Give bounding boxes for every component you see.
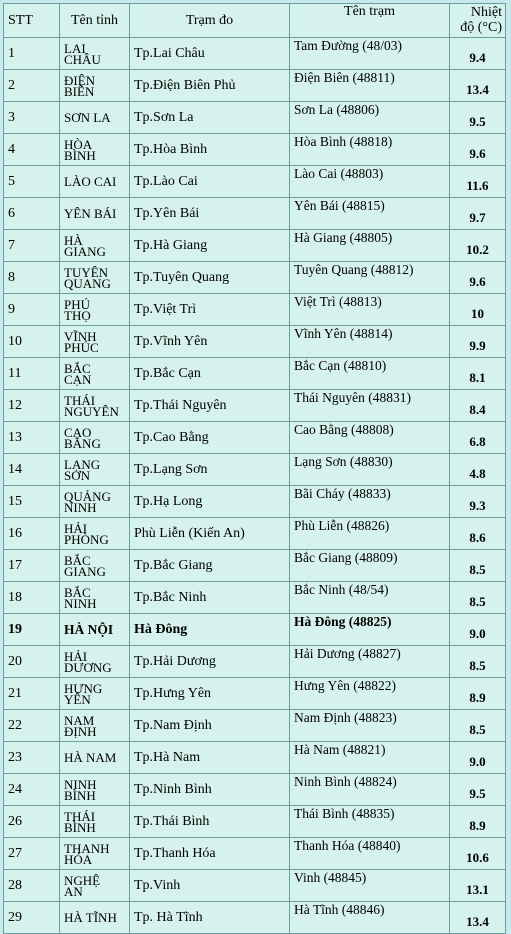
cell-station: Tp.Yên Bái xyxy=(130,198,290,230)
cell-temperature: 9.3 xyxy=(450,486,506,518)
cell-temperature: 6.8 xyxy=(450,422,506,454)
province-line: CẠN xyxy=(64,371,92,387)
temperature-table-frame xyxy=(3,3,505,929)
cell-stt: 13 xyxy=(4,422,60,454)
cell-stt: 5 xyxy=(4,166,60,198)
cell-temperature: 8.6 xyxy=(450,518,506,550)
cell-station-name: Cao Bằng (48808) xyxy=(290,422,450,454)
cell-temperature: 10.6 xyxy=(450,838,506,870)
cell-station-name: Sơn La (48806) xyxy=(290,102,450,134)
cell-temperature: 8.1 xyxy=(450,358,506,390)
cell-province xyxy=(60,518,130,550)
cell-temperature: 9.5 xyxy=(450,102,506,134)
cell-stt: 21 xyxy=(4,678,60,710)
header-temperature xyxy=(450,4,506,38)
table-row xyxy=(4,422,506,454)
province-line: PHÚ xyxy=(64,296,91,312)
province-line: HƯNG xyxy=(64,680,103,696)
cell-station: Phù Liễn (Kiến An) xyxy=(130,518,290,550)
cell-temperature: 9.0 xyxy=(450,614,506,646)
cell-temperature: 13.4 xyxy=(450,70,506,102)
province-line: QUANG xyxy=(64,275,111,291)
province-line: GIANG xyxy=(64,563,106,579)
cell-province xyxy=(60,582,130,614)
cell-station: Tp.Vĩnh Yên xyxy=(130,326,290,358)
province-line: BẰNG xyxy=(64,435,101,451)
cell-temperature: 9.6 xyxy=(450,262,506,294)
province-line: LAI xyxy=(64,40,86,56)
cell-station: Hà Đông xyxy=(130,614,290,646)
cell-station-name: Bắc Ninh (48/54) xyxy=(290,582,450,614)
province-line: NAM xyxy=(64,712,95,728)
table-row xyxy=(4,102,506,134)
table-row xyxy=(4,390,506,422)
province-line: HÓA xyxy=(64,851,93,867)
cell-stt: 8 xyxy=(4,262,60,294)
header-temperature-line2: độ (°C) xyxy=(460,20,502,35)
cell-province xyxy=(60,550,130,582)
cell-stt: 17 xyxy=(4,550,60,582)
table-row xyxy=(4,710,506,742)
cell-station: Tp.Thái Nguyên xyxy=(130,390,290,422)
cell-province xyxy=(60,230,130,262)
cell-station: Tp.Hà Nam xyxy=(130,742,290,774)
header-province: Tên tỉnh xyxy=(60,4,130,38)
cell-station-name: Bắc Cạn (48810) xyxy=(290,358,450,390)
cell-temperature: 8.5 xyxy=(450,646,506,678)
province-line: LẠNG xyxy=(64,456,101,472)
cell-station: Tp.Hưng Yên xyxy=(130,678,290,710)
cell-temperature: 8.5 xyxy=(450,582,506,614)
cell-stt: 20 xyxy=(4,646,60,678)
cell-temperature: 9.5 xyxy=(450,774,506,806)
cell-province xyxy=(60,102,130,134)
cell-temperature: 10.2 xyxy=(450,230,506,262)
temperature-table xyxy=(3,3,506,934)
province-line: PHÚC xyxy=(64,339,99,355)
cell-station-name: Yên Bái (48815) xyxy=(290,198,450,230)
cell-temperature: 13.1 xyxy=(450,870,506,902)
table-row xyxy=(4,774,506,806)
province-line: ĐỊNH xyxy=(64,723,97,739)
table-row xyxy=(4,454,506,486)
cell-temperature: 8.9 xyxy=(450,678,506,710)
table-row xyxy=(4,70,506,102)
cell-stt: 10 xyxy=(4,326,60,358)
province-line: NINH xyxy=(64,776,97,792)
cell-station: Tp.Hải Dương xyxy=(130,646,290,678)
cell-stt: 1 xyxy=(4,38,60,70)
cell-station: Tp.Lai Châu xyxy=(130,38,290,70)
cell-province xyxy=(60,806,130,838)
cell-temperature: 8.4 xyxy=(450,390,506,422)
cell-station-name: Việt Trì (48813) xyxy=(290,294,450,326)
cell-stt: 2 xyxy=(4,70,60,102)
table-row xyxy=(4,678,506,710)
province-line: VĨNH xyxy=(64,328,97,344)
cell-province xyxy=(60,646,130,678)
cell-temperature: 9.7 xyxy=(450,198,506,230)
cell-province xyxy=(60,294,130,326)
province-line: THÁI xyxy=(64,392,96,408)
province-line: CAO xyxy=(64,424,92,440)
province-line: BẮC xyxy=(64,360,91,376)
cell-stt: 16 xyxy=(4,518,60,550)
province-line: HÀ NỘI xyxy=(64,621,114,637)
cell-station: Tp.Sơn La xyxy=(130,102,290,134)
province-line: HÒA xyxy=(64,136,93,152)
cell-province xyxy=(60,678,130,710)
cell-stt: 19 xyxy=(4,614,60,646)
cell-province xyxy=(60,358,130,390)
cell-station: Tp.Thái Bình xyxy=(130,806,290,838)
cell-stt: 18 xyxy=(4,582,60,614)
cell-stt: 11 xyxy=(4,358,60,390)
province-line: CHÂU xyxy=(64,51,101,67)
cell-province xyxy=(60,486,130,518)
cell-stt: 14 xyxy=(4,454,60,486)
cell-province xyxy=(60,422,130,454)
cell-province xyxy=(60,838,130,870)
table-row xyxy=(4,838,506,870)
cell-stt: 15 xyxy=(4,486,60,518)
table-row xyxy=(4,358,506,390)
table-row xyxy=(4,134,506,166)
table-row xyxy=(4,550,506,582)
cell-province xyxy=(60,870,130,902)
table-row xyxy=(4,902,506,934)
province-line: HÀ NAM xyxy=(64,750,117,765)
cell-stt: 9 xyxy=(4,294,60,326)
province-line: SƠN LA xyxy=(64,110,111,125)
cell-province xyxy=(60,454,130,486)
province-line: LÀO CAI xyxy=(64,174,117,189)
cell-station-name: Hà Tĩnh (48846) xyxy=(290,902,450,934)
province-line: HÀ xyxy=(64,232,83,248)
cell-station: Tp.Hà Giang xyxy=(130,230,290,262)
table-row xyxy=(4,38,506,70)
cell-province xyxy=(60,198,130,230)
cell-station: Tp.Bắc Giang xyxy=(130,550,290,582)
cell-stt: 28 xyxy=(4,870,60,902)
cell-stt: 12 xyxy=(4,390,60,422)
province-line: THÁI xyxy=(64,808,96,824)
province-line: BÌNH xyxy=(64,787,96,803)
cell-station: Tp.Cao Bằng xyxy=(130,422,290,454)
cell-temperature: 9.4 xyxy=(450,38,506,70)
province-line: QUẢNG xyxy=(64,488,111,504)
table-row xyxy=(4,806,506,838)
cell-station: Tp.Vinh xyxy=(130,870,290,902)
cell-province xyxy=(60,614,130,646)
cell-station-name: Thái Bình (48835) xyxy=(290,806,450,838)
province-line: NGHỆ xyxy=(64,872,101,888)
province-line: BẮC xyxy=(64,584,91,600)
cell-station: Tp.Thanh Hóa xyxy=(130,838,290,870)
province-line: TUYÊN xyxy=(64,264,109,280)
header-temperature-line1: Nhiệt xyxy=(470,5,502,20)
cell-station: Tp. Hà Tĩnh xyxy=(130,902,290,934)
province-line: BÌNH xyxy=(64,147,96,163)
province-line: HẢI xyxy=(64,648,88,664)
cell-province xyxy=(60,742,130,774)
cell-province xyxy=(60,390,130,422)
cell-station-name: Nam Định (48823) xyxy=(290,710,450,742)
table-row xyxy=(4,486,506,518)
cell-stt: 29 xyxy=(4,902,60,934)
province-line: NINH xyxy=(64,499,97,515)
cell-temperature: 9.9 xyxy=(450,326,506,358)
cell-station: Tp.Bắc Ninh xyxy=(130,582,290,614)
cell-temperature: 13.4 xyxy=(450,902,506,934)
cell-station: Tp.Tuyên Quang xyxy=(130,262,290,294)
cell-stt: 6 xyxy=(4,198,60,230)
province-line: SƠN xyxy=(64,467,91,483)
cell-temperature: 4.8 xyxy=(450,454,506,486)
province-line: GIANG xyxy=(64,243,106,259)
province-line: HÀ TĨNH xyxy=(64,910,117,925)
cell-station-name: Thái Nguyên (48831) xyxy=(290,390,450,422)
table-row xyxy=(4,166,506,198)
table-row xyxy=(4,742,506,774)
cell-station-name: Phù Liễn (48826) xyxy=(290,518,450,550)
table-row xyxy=(4,326,506,358)
table-header-row xyxy=(4,4,506,38)
cell-station: Tp.Lạng Sơn xyxy=(130,454,290,486)
cell-province xyxy=(60,710,130,742)
cell-province xyxy=(60,166,130,198)
cell-station-name: Hà Giang (48805) xyxy=(290,230,450,262)
cell-station-name: Hòa Bình (48818) xyxy=(290,134,450,166)
table-row xyxy=(4,646,506,678)
cell-stt: 23 xyxy=(4,742,60,774)
cell-temperature: 8.5 xyxy=(450,550,506,582)
cell-station: Tp.Việt Trì xyxy=(130,294,290,326)
cell-temperature: 10 xyxy=(450,294,506,326)
cell-station: Tp.Nam Định xyxy=(130,710,290,742)
cell-station: Tp.Lào Cai xyxy=(130,166,290,198)
cell-station: Tp.Hòa Bình xyxy=(130,134,290,166)
cell-temperature: 9.0 xyxy=(450,742,506,774)
cell-temperature: 9.6 xyxy=(450,134,506,166)
table-row xyxy=(4,230,506,262)
cell-province xyxy=(60,70,130,102)
cell-station-name: Lào Cai (48803) xyxy=(290,166,450,198)
cell-station-name: Bắc Giang (48809) xyxy=(290,550,450,582)
cell-stt: 24 xyxy=(4,774,60,806)
header-station: Trạm đo xyxy=(130,4,290,38)
province-line: AN xyxy=(64,883,83,899)
cell-province xyxy=(60,902,130,934)
cell-station: Tp.Bắc Cạn xyxy=(130,358,290,390)
cell-temperature: 8.5 xyxy=(450,710,506,742)
cell-province xyxy=(60,262,130,294)
cell-stt: 7 xyxy=(4,230,60,262)
province-line: NINH xyxy=(64,595,97,611)
province-line: THANH xyxy=(64,840,110,856)
cell-station-name: Điện Biên (48811) xyxy=(290,70,450,102)
cell-station-name: Tuyên Quang (48812) xyxy=(290,262,450,294)
table-row xyxy=(4,582,506,614)
cell-province xyxy=(60,326,130,358)
province-line: BẮC xyxy=(64,552,91,568)
province-line: BÌNH xyxy=(64,819,96,835)
province-line: DƯƠNG xyxy=(64,659,112,675)
cell-station: Tp.Hạ Long xyxy=(130,486,290,518)
cell-stt: 26 xyxy=(4,806,60,838)
header-stt: STT xyxy=(4,4,60,38)
cell-province xyxy=(60,134,130,166)
header-station-name: Tên trạm xyxy=(290,4,450,38)
province-line: ĐIỆN xyxy=(64,72,96,88)
province-line: NGUYÊN xyxy=(64,403,119,419)
table-row xyxy=(4,262,506,294)
cell-station-name: Lạng Sơn (48830) xyxy=(290,454,450,486)
table-row xyxy=(4,614,506,646)
cell-temperature: 11.6 xyxy=(450,166,506,198)
cell-station-name: Ninh Bình (48824) xyxy=(290,774,450,806)
cell-station-name: Tam Đường (48/03) xyxy=(290,38,450,70)
cell-station: Tp.Điện Biên Phủ xyxy=(130,70,290,102)
province-line: PHÒNG xyxy=(64,531,109,547)
cell-station-name: Thanh Hóa (48840) xyxy=(290,838,450,870)
cell-station: Tp.Ninh Bình xyxy=(130,774,290,806)
cell-stt: 27 xyxy=(4,838,60,870)
cell-province xyxy=(60,774,130,806)
cell-stt: 3 xyxy=(4,102,60,134)
table-row xyxy=(4,294,506,326)
cell-station-name: Vĩnh Yên (48814) xyxy=(290,326,450,358)
province-line: YÊN xyxy=(64,691,91,707)
cell-province xyxy=(60,38,130,70)
cell-temperature: 8.9 xyxy=(450,806,506,838)
cell-station-name: Hà Nam (48821) xyxy=(290,742,450,774)
cell-stt: 4 xyxy=(4,134,60,166)
province-line: BIÊN xyxy=(64,83,95,99)
cell-station-name: Hải Dương (48827) xyxy=(290,646,450,678)
cell-stt: 22 xyxy=(4,710,60,742)
province-line: HẢI xyxy=(64,520,88,536)
cell-station-name: Bãi Cháy (48833) xyxy=(290,486,450,518)
cell-station-name: Hà Đông (48825) xyxy=(290,614,450,646)
cell-station-name: Vinh (48845) xyxy=(290,870,450,902)
table-row xyxy=(4,198,506,230)
cell-station-name: Hưng Yên (48822) xyxy=(290,678,450,710)
province-line: YÊN BÁI xyxy=(64,206,117,221)
table-row xyxy=(4,870,506,902)
table-body xyxy=(4,38,506,934)
province-line: THỌ xyxy=(64,307,91,323)
table-row xyxy=(4,518,506,550)
